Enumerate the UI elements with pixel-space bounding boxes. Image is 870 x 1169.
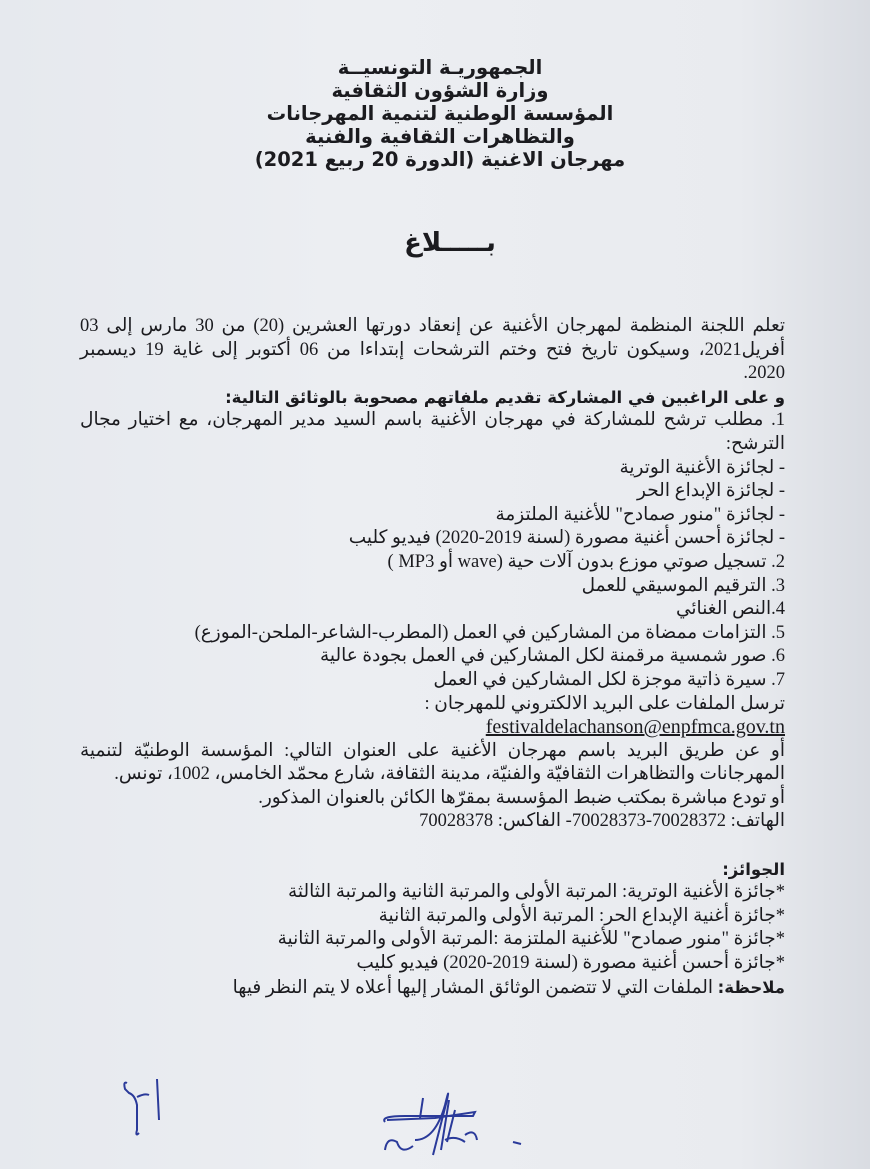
postal-line: أو عن طريق البريد باسم مهرجان الأغنية على العنوان التالي: المؤسسة الوطنيّة لتنمية (80, 740, 785, 761)
category-item: - لجائزة "منور صمادح" للأغنية الملتزمة (495, 504, 785, 525)
email-link[interactable]: festivaldelachanson@enpfmca.gov.tn (485, 716, 785, 739)
prize-item: *جائزة أحسن أغنية مصورة (لسنة 2019-2020) فيديو كليب (356, 953, 785, 974)
note-label: ملاحظة: (717, 977, 785, 997)
document-item: 3. الترقيم الموسيقي للعمل (581, 575, 785, 596)
document-header (0, 56, 870, 171)
intro-line: 2020. (743, 363, 785, 384)
intro-line: تعلم اللجنة المنظمة لمهرجان الأغنية عن إنعقاد دورتها العشرين (20) من 30 مارس إلى 03 (80, 316, 786, 336)
header-line: والتظاهرات الثقافية والفنية (305, 125, 575, 148)
document-item: 7. سيرة ذاتية موجزة لكل المشاركين في العمل (433, 669, 785, 690)
document-item: 1. مطلب ترشح للمشاركة في مهرجان الأغنية باسم السيد مدير المهرجان، مع اختيار مجال (80, 410, 785, 431)
document-item: 2. تسجيل صوتي موزع بدون آلات حية (wave أو MP3 ) (387, 551, 785, 572)
intro-line: أفريل2021، وسيكون تاريخ فتح وختم الترشحات إبتداءا من 06 أكتوبر إلى غاية 19 ديسمبر (80, 339, 785, 360)
document-item: 4.النص الغنائي (675, 599, 785, 620)
document-item: 6. صور شمسية مرقمنة لكل المشاركين في العمل بجودة عالية (319, 646, 785, 667)
document-title: بـــــلاغ (404, 228, 496, 258)
note-text: الملفات التي لا تتضمن الوثائق المشار إليها أعلاه لا يتم النظر فيها (232, 977, 718, 998)
contact-line: الهاتف: 70028372-70028373- الفاكس: 70028378 (419, 811, 785, 832)
postal-line: المهرجانات والتظاهرات الثقافيّة والفنيّة، مدينة الثقافة، شارع محمّد الخامس، 1002، تونس. (114, 764, 785, 785)
prizes-heading: الجوائز: (722, 859, 785, 879)
category-item: - لجائزة الإبداع الحر (637, 481, 785, 502)
document-body (80, 315, 785, 999)
category-item: - لجائزة أحسن أغنية مصورة (لسنة 2019-2020) فيديو كليب (348, 528, 785, 549)
note-line (80, 976, 785, 1000)
document-item: 5. التزامات ممضاة من المشاركين في العمل (المطرب-الشاعر-الملحن-الموزع) (194, 622, 785, 643)
prize-item: *جائزة الأغنية الوترية: المرتبة الأولى والمرتبة الثانية والمرتبة الثالثة (287, 882, 785, 903)
documents-heading: و على الراغبين في المشاركة تقديم ملفاتهم مصحوبة بالوثائق التالية: (225, 387, 785, 407)
director-signature (375, 1080, 535, 1165)
initials-signature (115, 1075, 175, 1145)
deposit-line: أو تودع مباشرة بمكتب ضبط المؤسسة بمقرّها الكائن بالعنوان المذكور. (258, 787, 785, 808)
email-intro: ترسل الملفات على البريد الالكتروني للمهرجان : (424, 693, 785, 714)
prize-item: *جائزة أغنية الإبداع الحر: المرتبة الأولى والمرتبة الثانية (378, 905, 785, 926)
header-line: مهرجان الاغنية (الدورة 20 ربيع 2021) (254, 148, 626, 171)
header-line: وزارة الشؤون الثقافية (331, 79, 549, 102)
category-item: - لجائزة الأغنية الوترية (619, 457, 785, 478)
prize-item: *جائزة "منور صمادح" للأغنية الملتزمة :المرتبة الأولى والمرتبة الثانية (277, 929, 785, 950)
header-line: الجمهوريـة التونسيــة (337, 56, 543, 79)
header-line: المؤسسة الوطنية لتنمية المهرجانات (266, 102, 614, 125)
document-item: الترشح: (725, 433, 785, 454)
